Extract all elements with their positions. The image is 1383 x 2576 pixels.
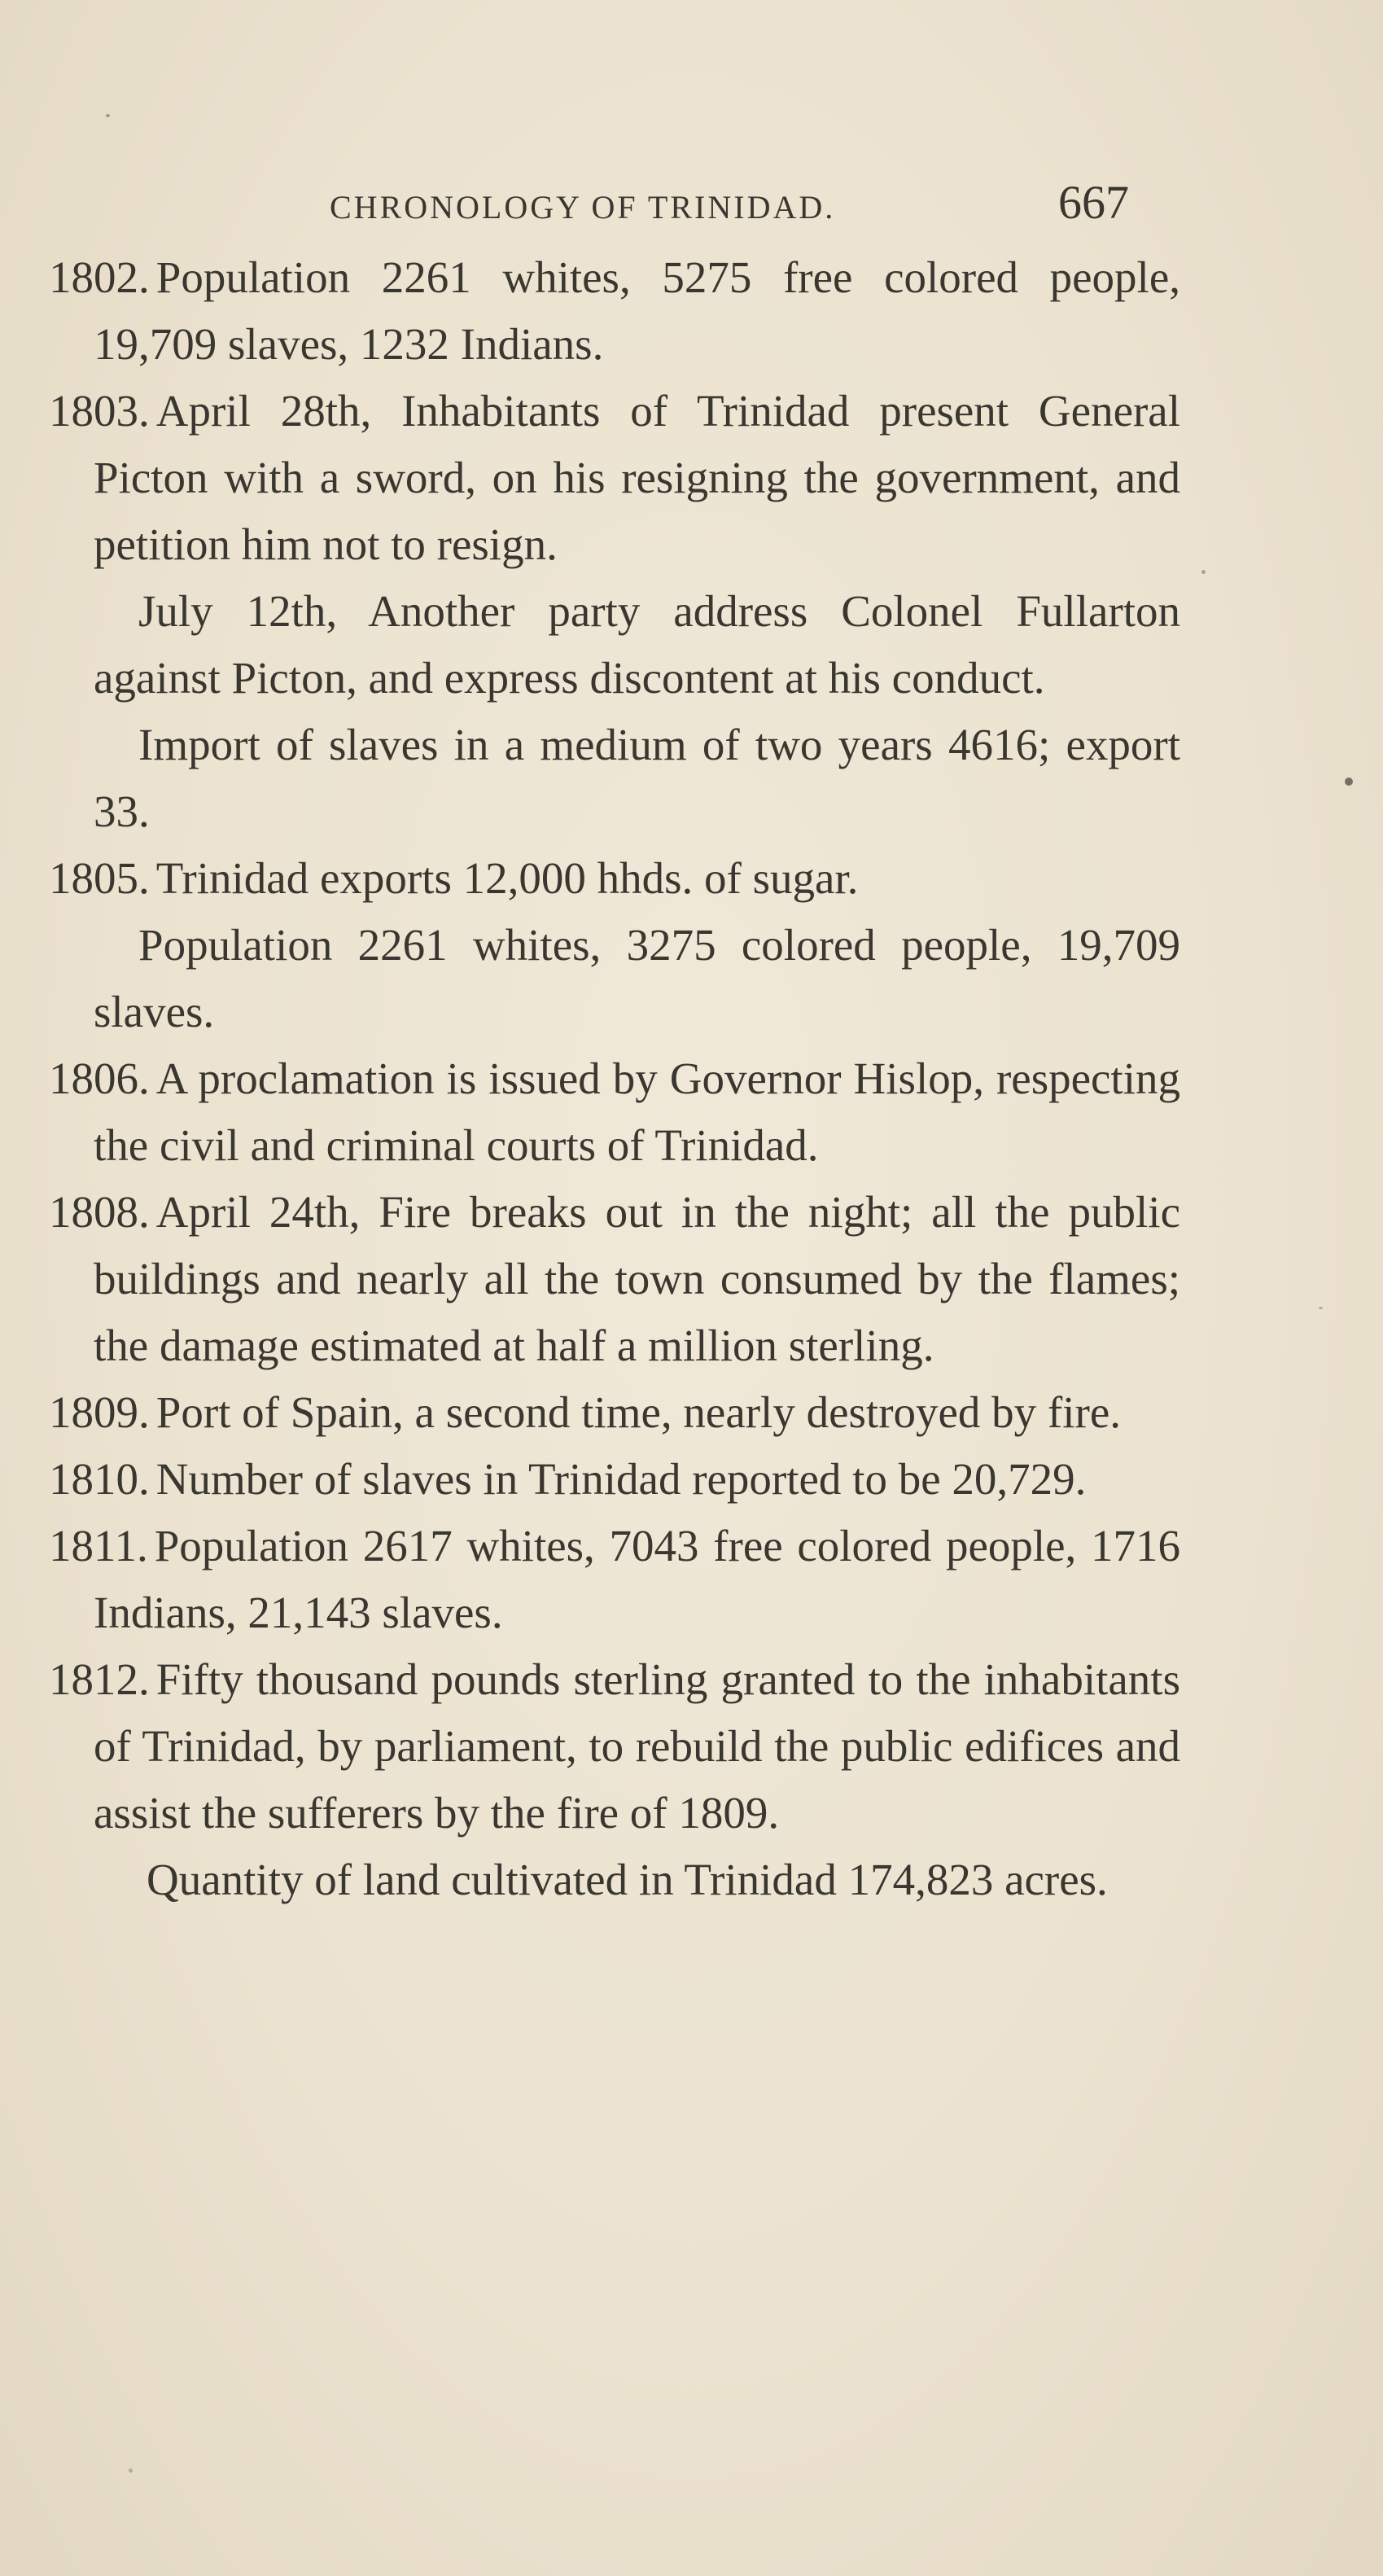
running-title: CHRONOLOGY OF TRINIDAD.	[330, 189, 836, 226]
paper-speck	[1345, 778, 1353, 786]
paper-speck	[1319, 1307, 1323, 1309]
entry-text: April 24th, Fire breaks out in the night; all the public buildings and nearly all the town consumed by the flames; the damage estimated at half a million sterling.	[94, 1187, 1180, 1370]
entry-text: Import of slaves in a medium of two years 4616; export 33.	[94, 720, 1180, 836]
entry-text: Population 2617 whites, 7043 free colored people, 1716 Indians, 21,143 slaves.	[94, 1521, 1180, 1637]
paper-speck	[129, 2469, 133, 2473]
paper-speck	[106, 114, 110, 117]
entry-1805-population	[49, 912, 1180, 1045]
entry-text: Population 2261 whites, 3275 colored people, 19,709 slaves.	[94, 920, 1180, 1036]
entry-1806	[49, 1045, 1180, 1179]
entry-1803-july	[49, 578, 1180, 712]
entry-1808	[49, 1179, 1180, 1379]
entry-year: 1811.	[49, 1521, 148, 1571]
entry-year: 1809.	[49, 1387, 150, 1437]
entry-1802	[49, 244, 1180, 378]
entry-year: 1802.	[49, 252, 150, 302]
entry-year: 1808.	[49, 1187, 150, 1237]
entry-year: 1803.	[49, 386, 150, 436]
entry-text: July 12th, Another party address Colonel Fullarton against Picton, and express discontent at his conduct.	[94, 586, 1180, 703]
entry-year: 1805.	[49, 853, 150, 903]
entry-year: 1810.	[49, 1454, 150, 1504]
entry-text: Quantity of land cultivated in Trinidad 174,823 acres.	[147, 1855, 1108, 1904]
entry-year: 1806.	[49, 1054, 150, 1103]
entry-year: 1812.	[49, 1654, 150, 1704]
page-header	[49, 167, 1188, 232]
page-number: 667	[1058, 176, 1129, 229]
entry-text: Port of Spain, a second time, nearly destroyed by fire.	[155, 1387, 1121, 1437]
entry-text: Number of slaves in Trinidad reported to be 20,729.	[155, 1454, 1087, 1504]
entry-1812	[49, 1646, 1180, 1847]
entry-1803-import	[49, 712, 1180, 845]
entry-1803	[49, 378, 1180, 578]
entry-text: April 28th, Inhabitants of Trinidad present General Picton with a sword, on his resigning the government, and petition him not to resign.	[94, 386, 1180, 569]
entry-1812-land	[49, 1847, 1180, 1913]
entry-text: Population 2261 whites, 5275 free colored people, 19,709 slaves, 1232 Indians.	[94, 252, 1180, 369]
entry-1809	[49, 1379, 1180, 1446]
entry-text: Trinidad exports 12,000 hhds. of sugar.	[155, 853, 859, 903]
entry-1811	[49, 1513, 1180, 1646]
paper-speck	[1201, 570, 1206, 574]
entry-1810	[49, 1446, 1180, 1513]
entry-text: A proclamation is issued by Governor Hislop, respecting the civil and criminal courts of Trinidad.	[94, 1054, 1180, 1170]
chronology-text	[49, 244, 1180, 1913]
entry-1805	[49, 845, 1180, 912]
entry-text: Fifty thousand pounds sterling granted to the inhabitants of Trinidad, by parliament, to rebuild the public edifices and assist the sufferers by the fire of 1809.	[94, 1654, 1180, 1838]
